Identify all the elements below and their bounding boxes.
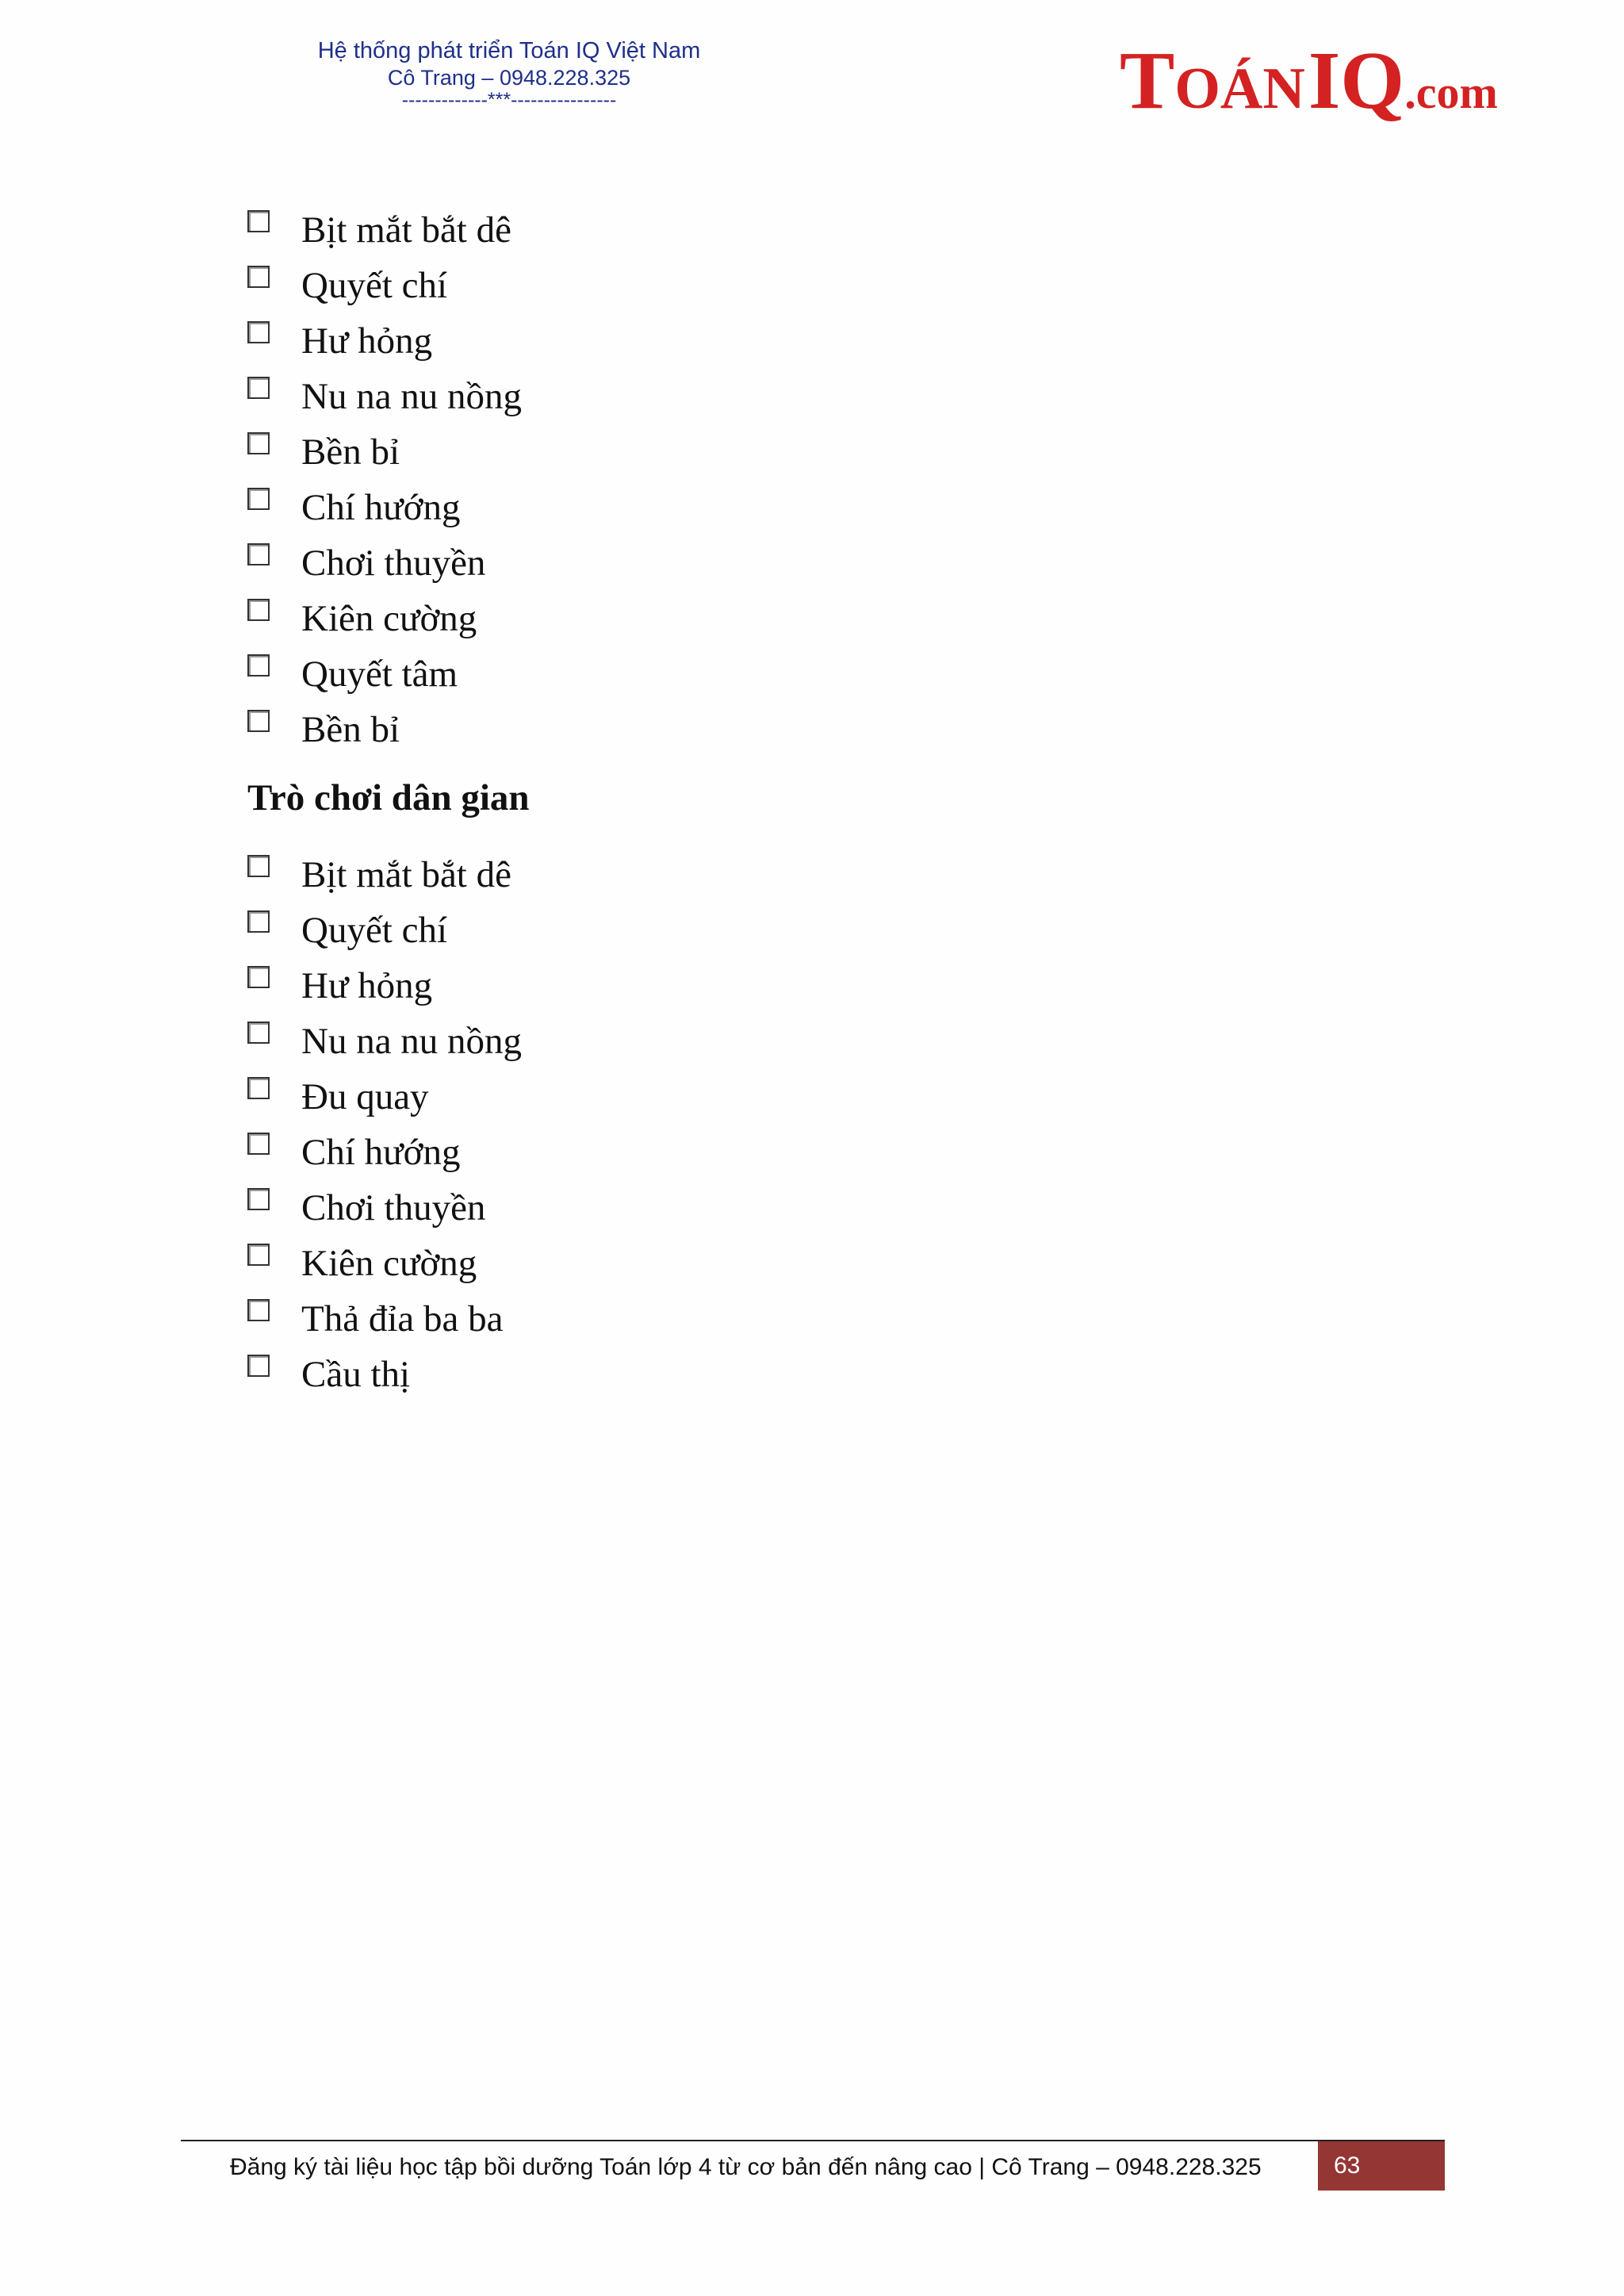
list-item[interactable] (247, 1347, 522, 1402)
list-item-label: Quyết chí (301, 265, 448, 306)
list-item-label: Bền bỉ (301, 431, 400, 473)
checkbox[interactable] (247, 432, 270, 454)
header-divider: -------------***---------------- (401, 89, 617, 111)
header-contact: Cô Trang – 0948.228.325 (387, 66, 631, 90)
checkbox[interactable] (247, 599, 270, 621)
list-item[interactable] (247, 369, 522, 424)
checkbox[interactable] (247, 543, 270, 565)
list-item[interactable] (247, 591, 522, 646)
list-item-label: Chơi thuyền (301, 1187, 486, 1228)
checkbox[interactable] (247, 1188, 270, 1210)
list-item-label: Bịt mắt bắt dê (301, 854, 511, 895)
logo-dotcom: .com (1404, 67, 1498, 118)
checkbox[interactable] (247, 1022, 270, 1044)
checkbox[interactable] (247, 1133, 270, 1155)
list-item-label: Chơi thuyền (301, 542, 486, 584)
list-item-label: Kiên cường (301, 1243, 477, 1284)
header-org: Hệ thống phát triển Toán IQ Việt Nam (317, 38, 701, 63)
list-item-label: Nu na nu nồng (301, 1021, 523, 1062)
list-item[interactable] (247, 424, 522, 480)
list-item-label: Cầu thị (301, 1354, 411, 1395)
list-item[interactable] (247, 702, 522, 757)
checklist-2 (247, 847, 522, 1402)
checkbox[interactable] (247, 710, 270, 732)
list-item-label: Kiên cường (301, 598, 477, 639)
list-item[interactable] (247, 646, 522, 702)
list-item[interactable] (247, 958, 522, 1014)
list-item-label: Chí hướng (301, 1132, 461, 1173)
list-item[interactable] (247, 535, 522, 591)
checkbox[interactable] (247, 321, 270, 343)
checklist-1 (247, 202, 522, 757)
list-item-label: Quyết tâm (301, 654, 458, 695)
checkbox[interactable] (247, 910, 270, 933)
list-item[interactable] (247, 313, 522, 369)
checkbox[interactable] (247, 1077, 270, 1099)
checkbox[interactable] (247, 1244, 270, 1266)
list-item[interactable] (247, 258, 522, 313)
footer-divider (181, 2140, 1445, 2141)
checkbox[interactable] (247, 488, 270, 510)
list-item-label: Nu na nu nồng (301, 376, 523, 417)
header-info (301, 36, 717, 109)
checkbox[interactable] (247, 1299, 270, 1321)
list-item-label: Chí hướng (301, 487, 461, 528)
list-item[interactable] (247, 1180, 522, 1236)
list-item[interactable] (247, 1069, 522, 1125)
page-number: 63 (1318, 2141, 1445, 2191)
list-item[interactable] (247, 1291, 522, 1347)
list-item[interactable] (247, 1014, 522, 1069)
list-item[interactable] (247, 1236, 522, 1291)
logo-iq: IQ (1308, 35, 1405, 126)
list-item[interactable] (247, 480, 522, 535)
section-heading: Trò chơi dân gian (247, 777, 530, 818)
toaniq-logo (1120, 35, 1498, 126)
logo-oan: OÁN (1174, 56, 1305, 121)
checkbox[interactable] (247, 210, 270, 232)
list-item-label: Đu quay (301, 1076, 429, 1117)
checkbox[interactable] (247, 1355, 270, 1377)
checkbox[interactable] (247, 966, 270, 988)
checkbox[interactable] (247, 377, 270, 399)
list-item-label: Bền bỉ (301, 709, 400, 750)
list-item-label: Hư hỏng (301, 320, 433, 362)
checkbox[interactable] (247, 266, 270, 288)
list-item[interactable] (247, 847, 522, 903)
logo-t: T (1120, 35, 1175, 126)
list-item-label: Hư hỏng (301, 965, 433, 1006)
list-item[interactable] (247, 1125, 522, 1180)
checkbox[interactable] (247, 654, 270, 677)
list-item-label: Quyết chí (301, 910, 448, 951)
list-item-label: Thả đỉa ba ba (301, 1298, 504, 1340)
checkbox[interactable] (247, 855, 270, 877)
list-item[interactable] (247, 903, 522, 958)
list-item-label: Bịt mắt bắt dê (301, 209, 511, 251)
list-item[interactable] (247, 202, 522, 258)
footer-text: Đăng ký tài liệu học tập bồi dưỡng Toán lớp 4 từ cơ bản đến nâng cao | Cô Trang – 0948.228.325 (230, 2154, 1262, 2180)
